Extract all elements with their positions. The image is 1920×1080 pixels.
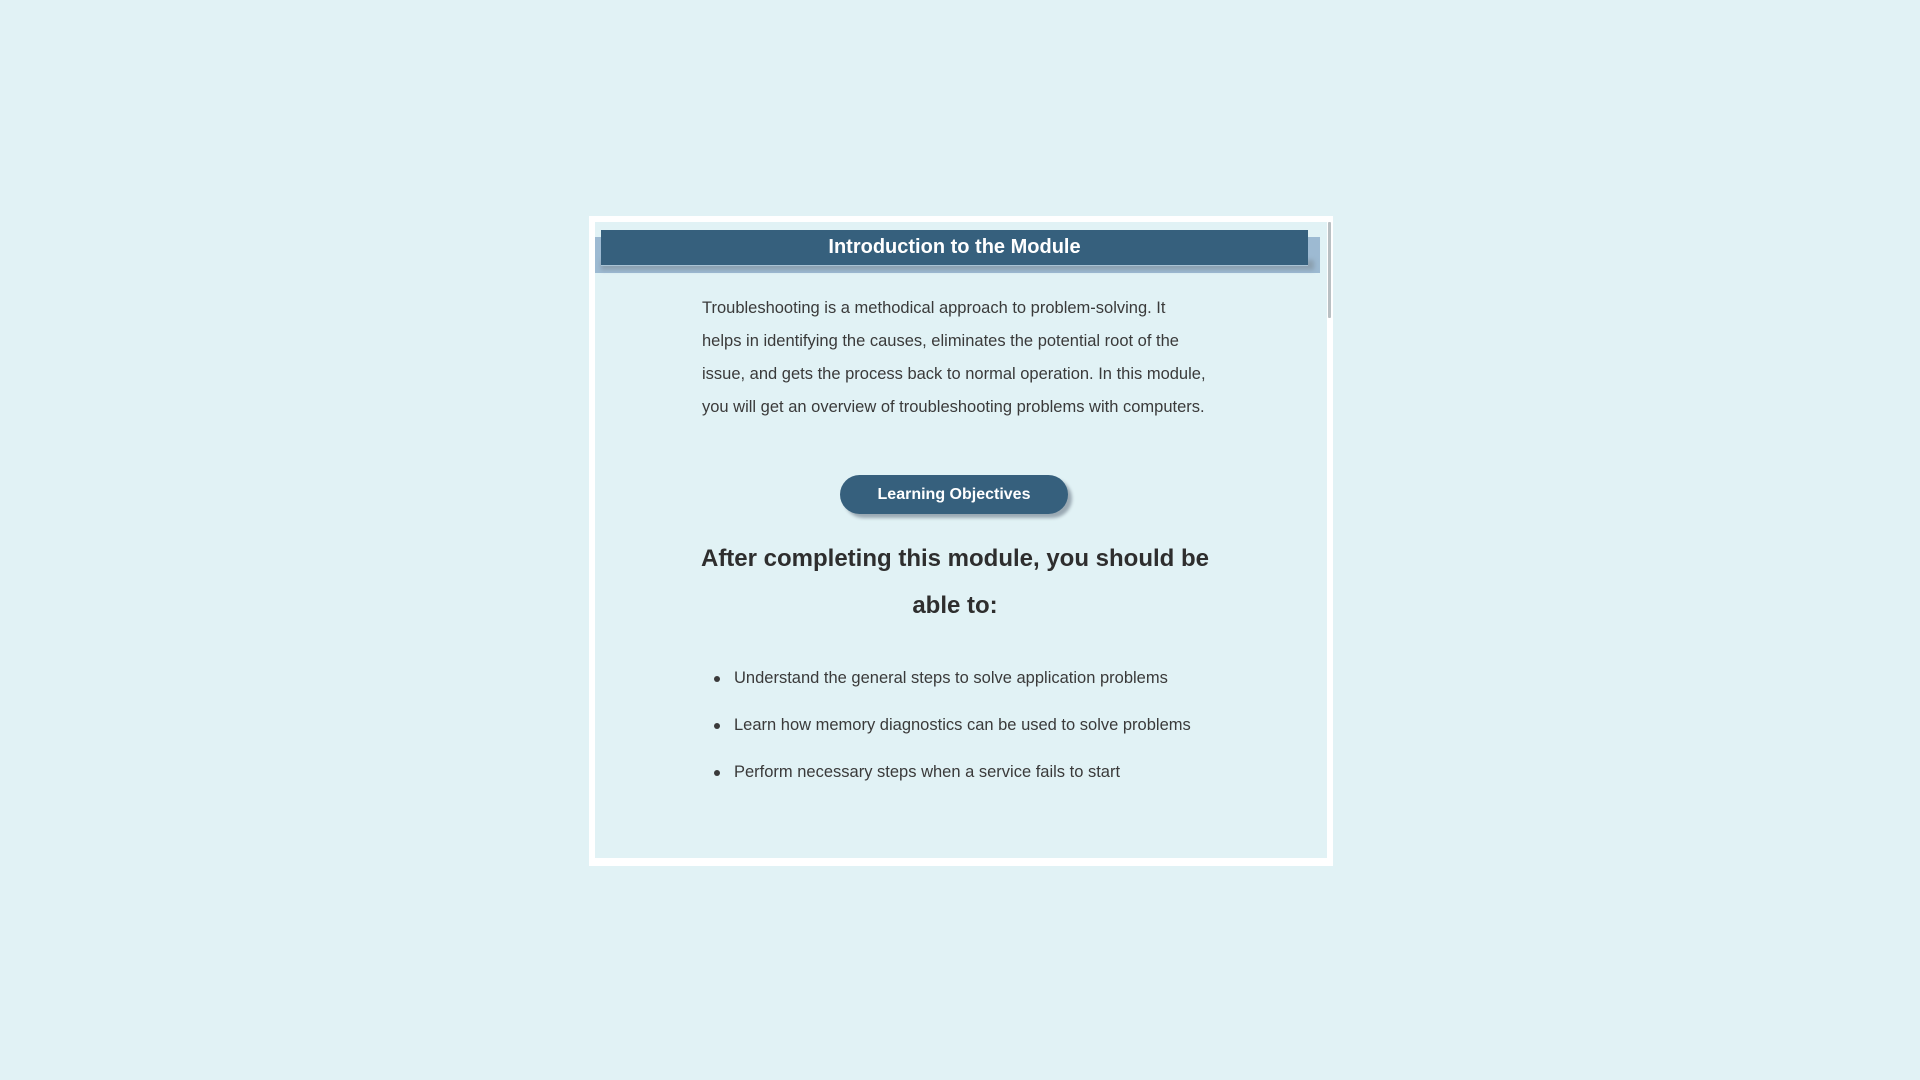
intro-paragraph: Troubleshooting is a methodical approach to problem-solving. It helps in identifying the causes, eliminates the potential root of the issue, and gets the process back to normal operation. In this module, you will get an overview of troubleshooting problems with computers.: [702, 299, 1206, 416]
list-item: [734, 662, 1254, 695]
module-frame: [589, 216, 1333, 866]
bullet-icon: [714, 676, 720, 682]
objective-text: Perform necessary steps when a service fails to start: [734, 763, 1121, 781]
content-panel: [595, 222, 1327, 858]
objectives-list: [702, 662, 1254, 803]
list-item: [734, 756, 1254, 789]
page-title: Introduction to the Module: [601, 230, 1308, 266]
objective-text: Learn how memory diagnostics can be used to solve problems: [734, 716, 1191, 734]
list-item: [734, 709, 1254, 742]
learning-objectives-button[interactable]: Learning Objectives: [840, 475, 1068, 514]
header-banner: [601, 230, 1308, 268]
vertical-scrollbar[interactable]: [1328, 222, 1331, 318]
objectives-heading: After completing this module, you should be able to:: [700, 545, 1210, 619]
bullet-icon: [714, 770, 720, 776]
bullet-icon: [714, 723, 720, 729]
objective-text: Understand the general steps to solve application problems: [734, 669, 1168, 687]
